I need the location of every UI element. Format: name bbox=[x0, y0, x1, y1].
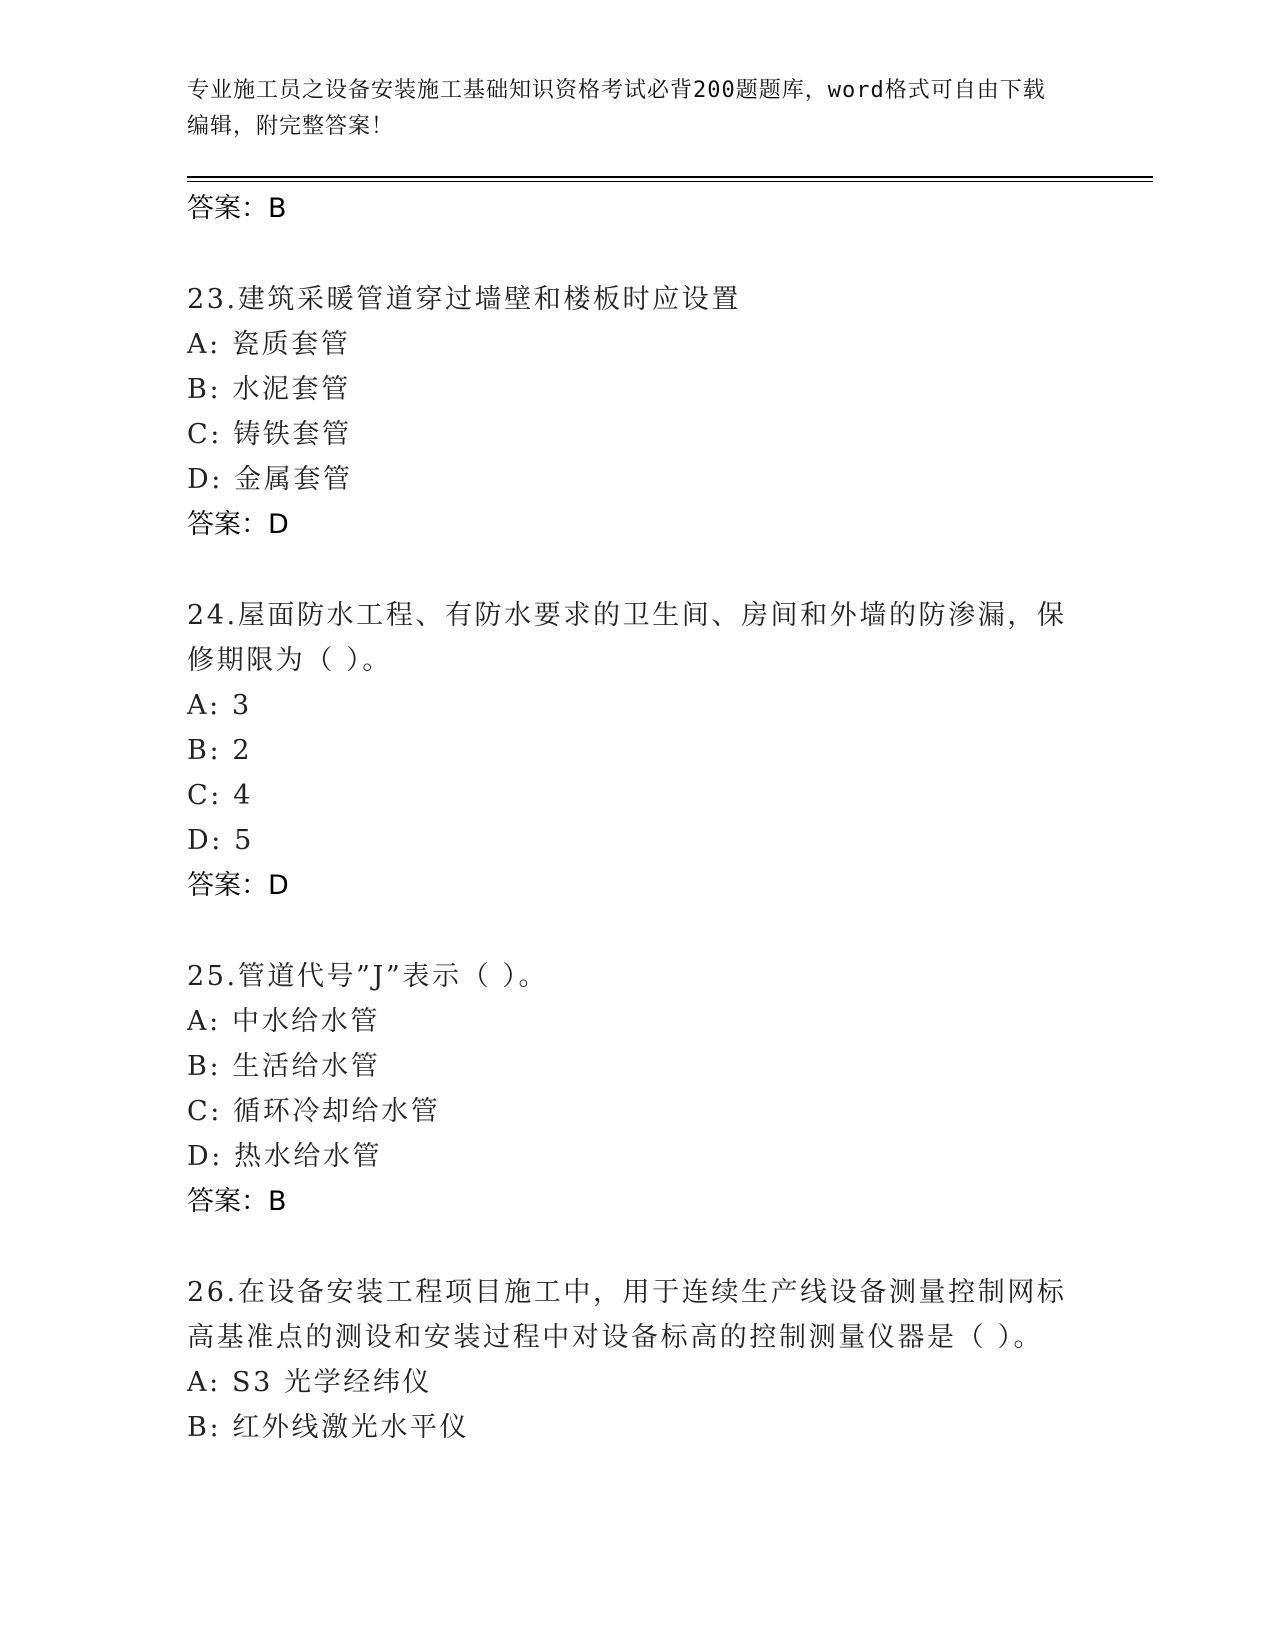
question-25 bbox=[187, 954, 1087, 1224]
page-header-title: 专业施工员之设备安装施工基础知识资格考试必背200题题库，word格式可自由下载编辑，附完整答案！ bbox=[187, 78, 1046, 139]
option-c: C: 循环冷却给水管 bbox=[187, 1096, 441, 1127]
option-d: D: 热水给水管 bbox=[187, 1141, 383, 1172]
question-23 bbox=[187, 277, 1087, 547]
question-text: 24.屋面防水工程、有防水要求的卫生间、房间和外墙的防渗漏，保修期限为（ ）。 bbox=[187, 600, 1067, 676]
option-c: C: 铸铁套管 bbox=[187, 419, 352, 450]
option-c: C: 4 bbox=[187, 780, 253, 811]
question-text: 23.建筑采暖管道穿过墙壁和楼板时应设置 bbox=[187, 284, 741, 315]
option-d: D: 金属套管 bbox=[187, 464, 353, 495]
question-text: 25.管道代号”J”表示（ ）。 bbox=[187, 961, 549, 992]
answer-line: 答案：D bbox=[187, 870, 289, 901]
header-divider bbox=[187, 176, 1153, 182]
answer-line: 答案：B bbox=[187, 1186, 287, 1217]
answer-line: 答案：B bbox=[187, 193, 287, 224]
option-a: A: S3 光学经纬仪 bbox=[187, 1367, 433, 1398]
question-list bbox=[187, 186, 1087, 1450]
option-a: A: 瓷质套管 bbox=[187, 329, 351, 360]
option-d: D: 5 bbox=[187, 825, 254, 856]
option-a: A: 3 bbox=[187, 690, 252, 721]
question-24 bbox=[187, 593, 1087, 908]
option-b: B: 生活给水管 bbox=[187, 1051, 381, 1082]
question-26 bbox=[187, 1270, 1087, 1450]
answer-line: 答案：D bbox=[187, 509, 289, 540]
question-text: 26.在设备安装工程项目施工中，用于连续生产线设备测量控制网标高基准点的测设和安装过程中对设备标高的控制测量仪器是（ ）。 bbox=[187, 1277, 1067, 1353]
option-b: B: 2 bbox=[187, 735, 253, 766]
option-b: B: 水泥套管 bbox=[187, 374, 351, 405]
option-a: A: 中水给水管 bbox=[187, 1006, 380, 1037]
option-b: B: 红外线激光水平仪 bbox=[187, 1412, 470, 1443]
